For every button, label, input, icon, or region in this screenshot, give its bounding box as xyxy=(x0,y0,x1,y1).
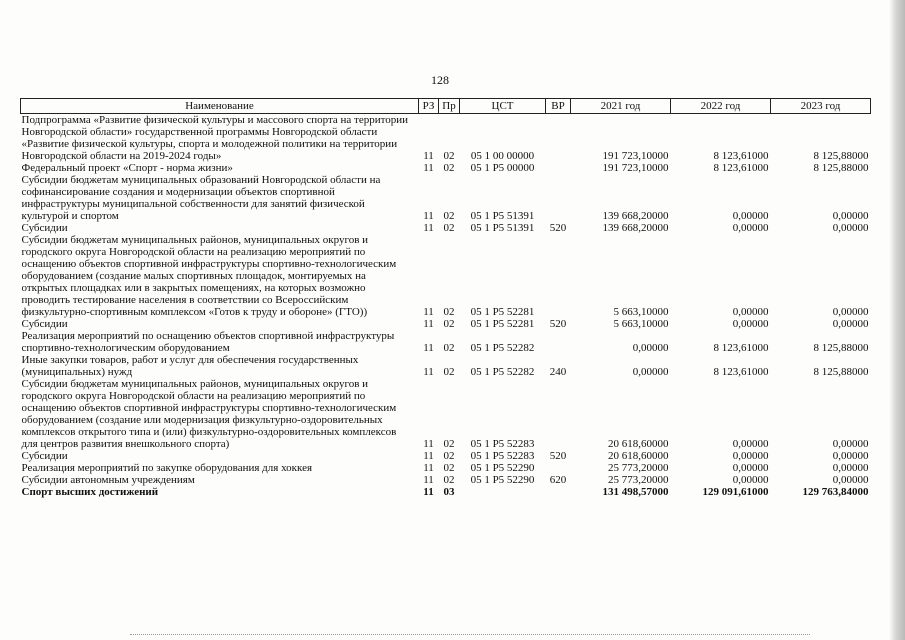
scan-edge-shadow xyxy=(889,0,905,640)
row-2021: 20 618,60000 xyxy=(608,450,669,462)
row-vr xyxy=(546,174,571,222)
row-pr: 02 xyxy=(443,438,455,450)
row-vr xyxy=(546,162,571,174)
row-2023: 0,00000 xyxy=(832,306,869,318)
table-row xyxy=(21,486,871,498)
row-cst: 05 1 Р5 00000 xyxy=(470,162,535,174)
table-header-row xyxy=(21,99,871,114)
table-row xyxy=(21,234,871,318)
row-cst: 05 1 Р5 52290 xyxy=(470,462,535,474)
row-pr: 03 xyxy=(443,486,455,498)
row-vr xyxy=(546,330,571,354)
row-2023: 0,00000 xyxy=(832,438,869,450)
row-2021: 25 773,20000 xyxy=(608,462,669,474)
row-name: Иные закупки товаров, работ и услуг для обеспечения государственных (муниципальных) нужд xyxy=(21,354,359,378)
header-2022: 2022 год xyxy=(671,99,771,114)
row-name: Субсидии бюджетам муниципальных районов, муниципальных округов и городского округа Новгородской области на реализацию мероприятий по оснащению объектов спортивной инфраструктуры спортивно-технологическим оборудованием (создание или модернизация физкультурно-оздоровительных комплексов открытого типа и (или) физкультурно-оздоровительных комплексов для центров развития внешкольного спорта) xyxy=(21,378,397,450)
row-cst: 05 1 00 00000 xyxy=(470,150,535,162)
row-2023: 129 763,84000 xyxy=(802,486,869,498)
table-row xyxy=(21,174,871,222)
row-2021: 0,00000 xyxy=(632,366,669,378)
header-rz: РЗ xyxy=(419,99,439,114)
row-rz: 11 xyxy=(423,474,434,486)
row-pr: 02 xyxy=(443,474,455,486)
row-2022: 0,00000 xyxy=(732,438,769,450)
row-pr: 02 xyxy=(443,210,455,222)
row-2023: 0,00000 xyxy=(832,222,869,234)
row-cst: 05 1 Р5 51391 xyxy=(470,210,535,222)
row-cst: 05 1 Р5 52281 xyxy=(470,318,535,330)
table-row xyxy=(21,450,871,462)
row-pr: 02 xyxy=(443,366,455,378)
row-2022: 0,00000 xyxy=(732,462,769,474)
table-row xyxy=(21,222,871,234)
row-2023: 0,00000 xyxy=(832,318,869,330)
table-row xyxy=(21,354,871,378)
row-2022: 8 123,61000 xyxy=(713,150,769,162)
row-2022: 8 123,61000 xyxy=(713,162,769,174)
row-pr: 02 xyxy=(443,162,455,174)
row-2023: 8 125,88000 xyxy=(813,150,869,162)
row-name: Субсидии xyxy=(21,318,68,330)
row-vr xyxy=(546,234,571,318)
table-row xyxy=(21,318,871,330)
header-name: Наименование xyxy=(21,99,419,114)
row-2021: 131 498,57000 xyxy=(602,486,669,498)
row-2021: 5 663,10000 xyxy=(613,306,669,318)
row-rz: 11 xyxy=(423,150,434,162)
row-2022: 8 123,61000 xyxy=(713,366,769,378)
row-rz: 11 xyxy=(423,486,434,498)
row-2022: 0,00000 xyxy=(732,450,769,462)
row-2022: 0,00000 xyxy=(732,210,769,222)
row-pr: 02 xyxy=(443,222,455,234)
table-row xyxy=(21,474,871,486)
table-row xyxy=(21,114,871,163)
row-vr xyxy=(546,486,571,498)
row-name: Субсидии бюджетам муниципальных образований Новгородской области на софинансирование создания и модернизации объектов спортивной инфраструктуры муниципальной собственности для занятий физической культурой и спортом xyxy=(21,174,381,222)
page-number: 128 xyxy=(431,73,449,87)
row-rz: 11 xyxy=(423,222,434,234)
row-2023: 0,00000 xyxy=(832,210,869,222)
table-row xyxy=(21,162,871,174)
table-row xyxy=(21,462,871,474)
row-pr: 02 xyxy=(443,462,455,474)
row-pr: 02 xyxy=(443,318,455,330)
row-cst: 05 1 Р5 52283 xyxy=(470,450,535,462)
row-vr: 620 xyxy=(549,474,567,486)
row-rz: 11 xyxy=(423,318,434,330)
row-name: Субсидии xyxy=(21,222,68,234)
row-2021: 20 618,60000 xyxy=(608,438,669,450)
row-rz: 11 xyxy=(423,162,434,174)
row-name: Субсидии xyxy=(21,450,68,462)
row-2022: 0,00000 xyxy=(732,474,769,486)
budget-table xyxy=(20,98,871,498)
row-rz: 11 xyxy=(423,210,434,222)
table-row xyxy=(21,378,871,450)
row-2021: 25 773,20000 xyxy=(608,474,669,486)
row-rz: 11 xyxy=(423,450,434,462)
row-2021: 0,00000 xyxy=(632,342,669,354)
row-2022: 8 123,61000 xyxy=(713,342,769,354)
row-2021: 5 663,10000 xyxy=(613,318,669,330)
row-name: Спорт высших достижений xyxy=(21,486,159,498)
row-2023: 8 125,88000 xyxy=(813,366,869,378)
row-vr xyxy=(546,114,571,163)
row-name: Подпрограмма «Развитие физической культуры и массового спорта на территории Новгородской области» государственной программы Новгородской области «Развитие физической культуры, спорта и молодежной политики на территории Новгородской области на 2019-2024 годы» xyxy=(21,114,409,162)
row-2021: 139 668,20000 xyxy=(602,222,669,234)
row-vr: 520 xyxy=(549,222,567,234)
row-name: Субсидии автономным учреждениям xyxy=(21,474,195,486)
row-name: Субсидии бюджетам муниципальных районов, муниципальных округов и городского округа Новгородской области на реализацию мероприятий по оснащению объектов спортивной инфраструктуры спортивно-технологическим оборудованием (создание малых спортивных площадок, монтируемых на открытых площадках или в закрытых помещениях, на которых возможно проводить тестирование населения в соответствии со Всероссийским физкультурно-спортивным комплексом «Готов к труду и обороне» (ГТО)) xyxy=(21,234,397,318)
row-name: Реализация мероприятий по закупке оборудования для хоккея xyxy=(21,462,313,474)
row-name: Федеральный проект «Спорт - норма жизни» xyxy=(21,162,233,174)
row-2022: 0,00000 xyxy=(732,318,769,330)
scan-bottom-artifact xyxy=(130,634,810,636)
row-cst: 05 1 Р5 52283 xyxy=(470,438,535,450)
row-vr: 240 xyxy=(549,366,567,378)
header-vr: ВР xyxy=(546,99,571,114)
row-pr: 02 xyxy=(443,450,455,462)
row-2023: 0,00000 xyxy=(832,450,869,462)
row-name: Реализация мероприятий по оснащению объектов спортивной инфраструктуры спортивно-технологическим оборудованием xyxy=(21,330,395,354)
row-cst: 05 1 Р5 51391 xyxy=(470,222,535,234)
row-vr: 520 xyxy=(549,318,567,330)
row-rz: 11 xyxy=(423,366,434,378)
row-2023: 8 125,88000 xyxy=(813,162,869,174)
row-rz: 11 xyxy=(423,438,434,450)
row-pr: 02 xyxy=(443,150,455,162)
row-2022: 0,00000 xyxy=(732,306,769,318)
table-row xyxy=(21,330,871,354)
row-vr: 520 xyxy=(549,450,567,462)
row-2021: 139 668,20000 xyxy=(602,210,669,222)
row-2021: 191 723,10000 xyxy=(602,150,669,162)
row-vr xyxy=(546,378,571,450)
row-cst: 05 1 Р5 52282 xyxy=(470,342,535,354)
row-2023: 8 125,88000 xyxy=(813,342,869,354)
row-pr: 02 xyxy=(443,342,455,354)
header-2023: 2023 год xyxy=(771,99,871,114)
row-vr xyxy=(546,462,571,474)
row-cst xyxy=(460,486,546,498)
header-cst: ЦСТ xyxy=(460,99,546,114)
row-2021: 191 723,10000 xyxy=(602,162,669,174)
row-cst: 05 1 Р5 52290 xyxy=(470,474,535,486)
header-pr: Пр xyxy=(439,99,460,114)
row-2022: 0,00000 xyxy=(732,222,769,234)
row-rz: 11 xyxy=(423,462,434,474)
row-cst: 05 1 Р5 52281 xyxy=(470,306,535,318)
row-rz: 11 xyxy=(423,306,434,318)
header-2021: 2021 год xyxy=(571,99,671,114)
row-2023: 0,00000 xyxy=(832,474,869,486)
row-2022: 129 091,61000 xyxy=(702,486,769,498)
table-body xyxy=(21,114,871,499)
row-2023: 0,00000 xyxy=(832,462,869,474)
row-pr: 02 xyxy=(443,306,455,318)
row-rz: 11 xyxy=(423,342,434,354)
row-cst: 05 1 Р5 52282 xyxy=(470,366,535,378)
